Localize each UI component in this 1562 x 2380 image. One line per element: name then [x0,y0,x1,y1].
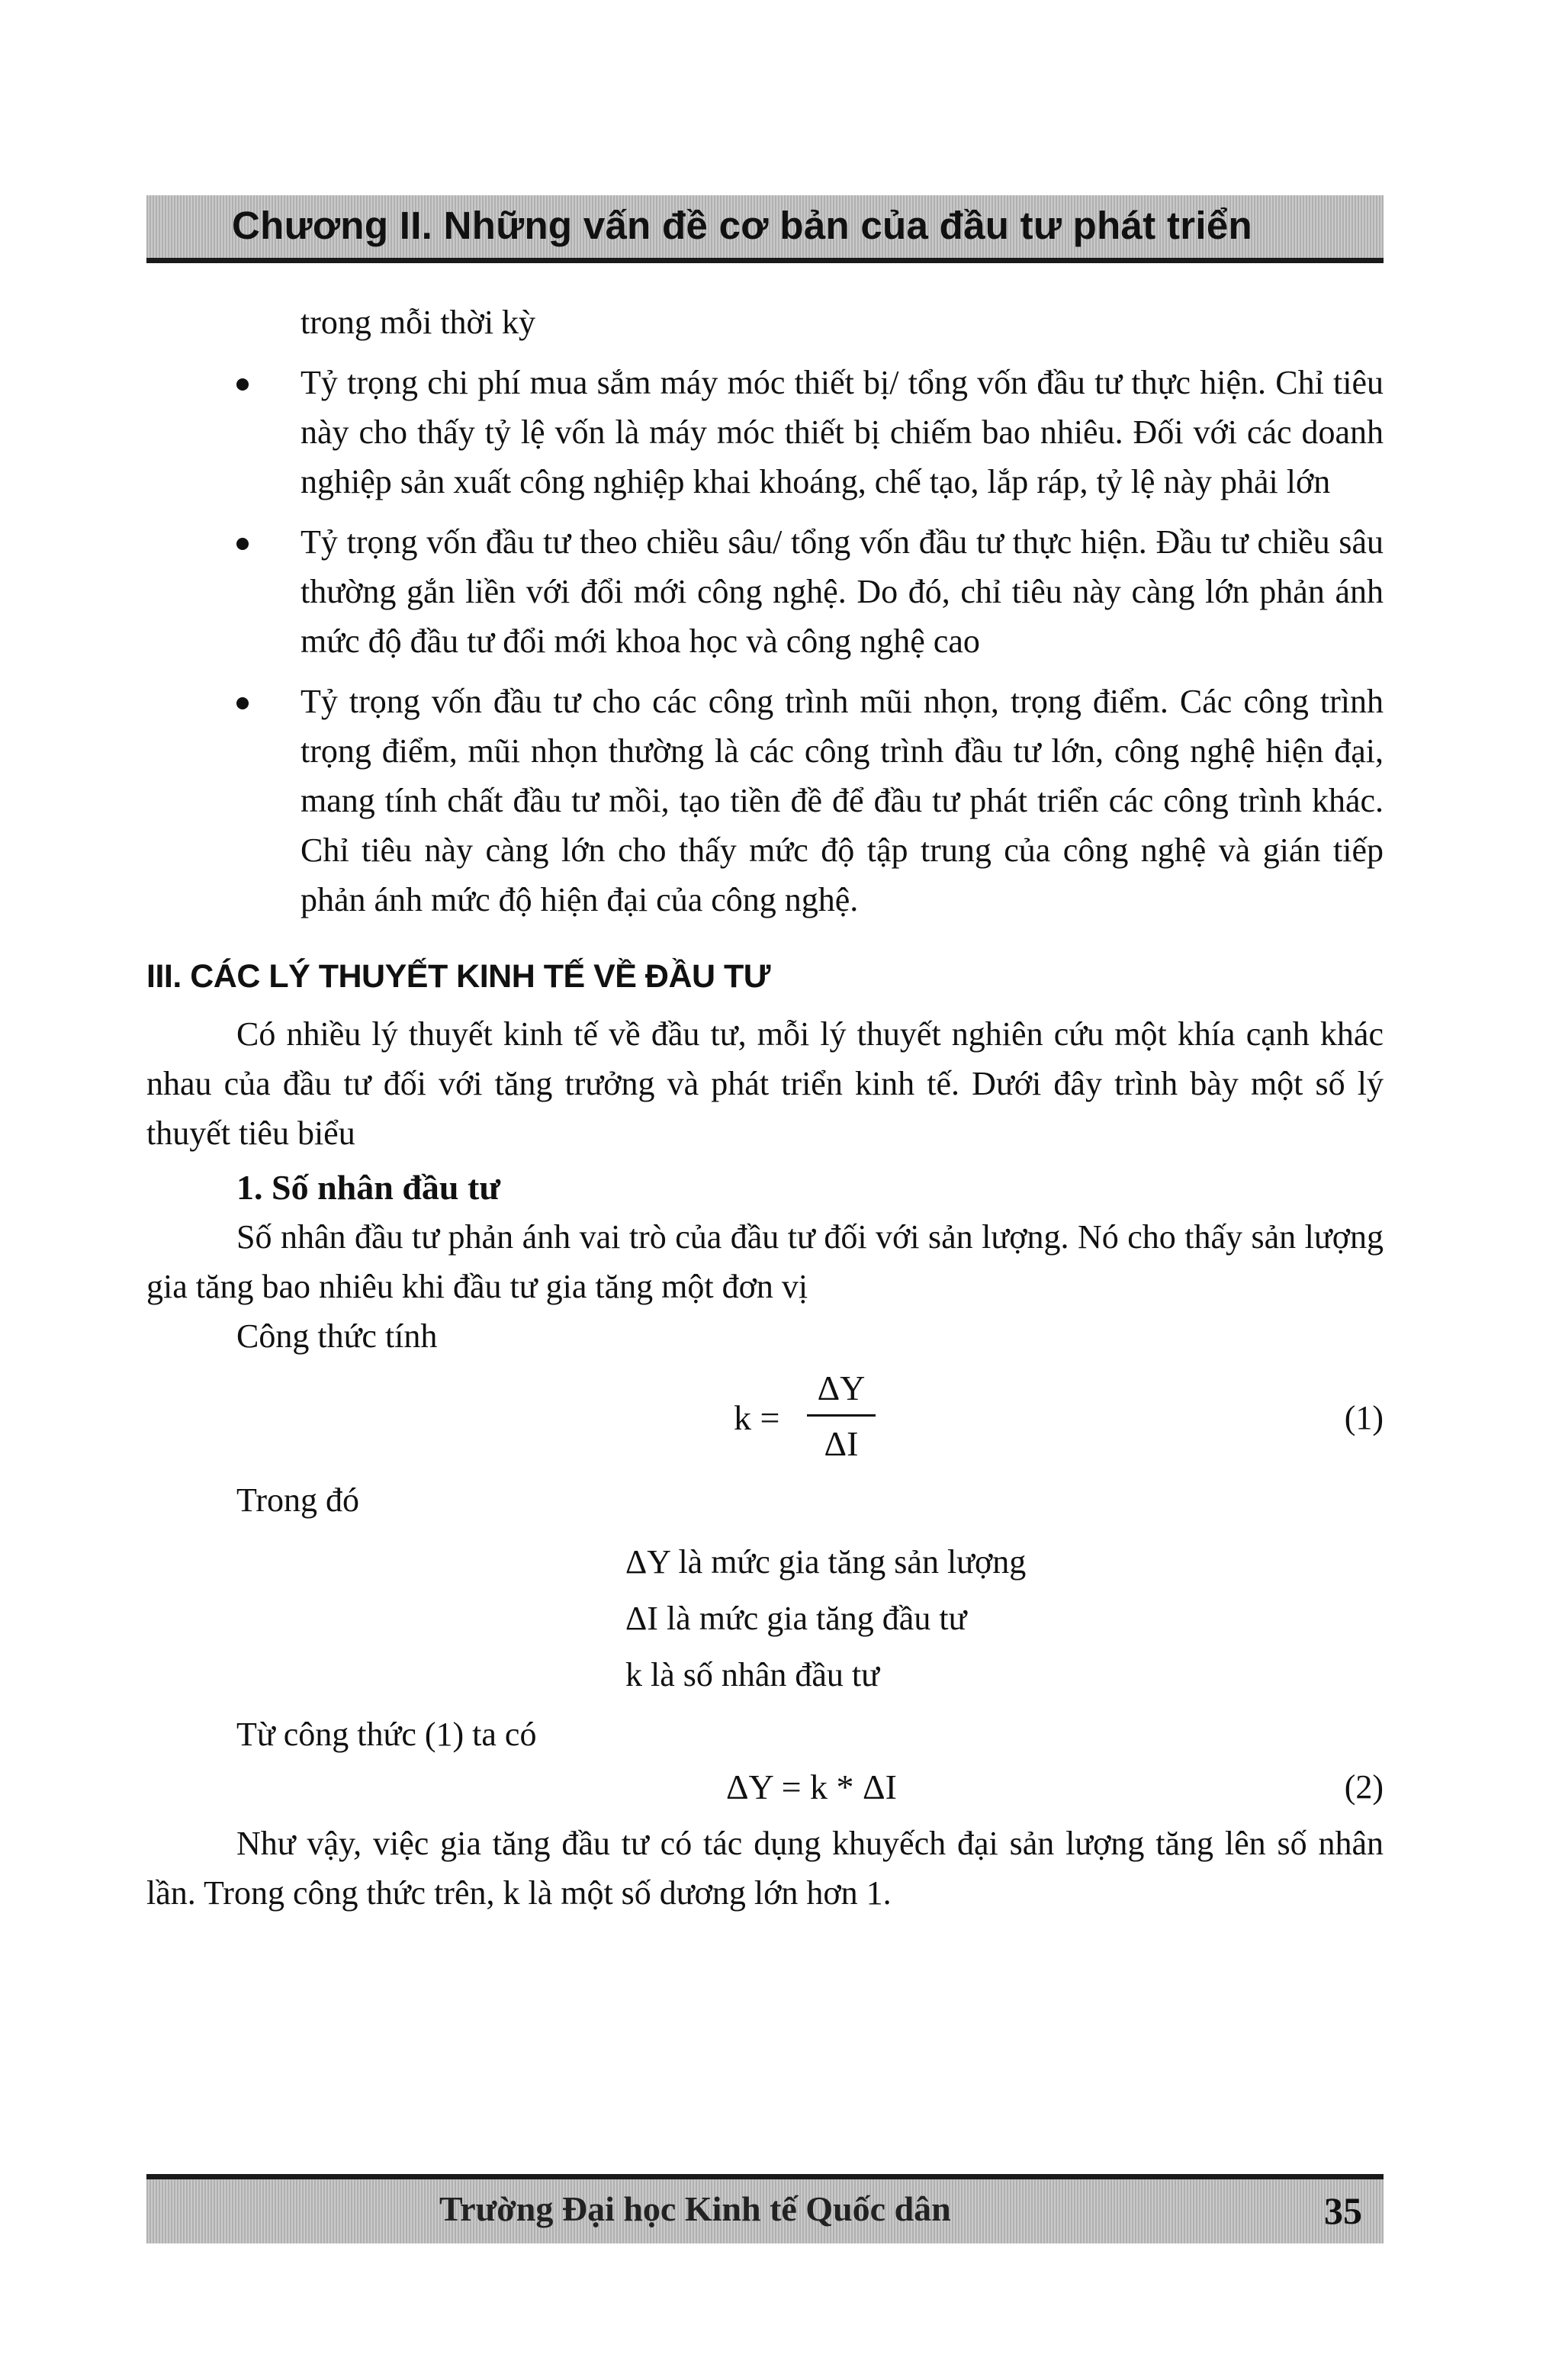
bullet-text: Tỷ trọng vốn đầu tư cho các công trình mũi nhọn, trọng điểm. Các công trình trọng điểm, mũi nhọn thường là các công trình đầu tư lớn, công nghệ hiện đại, mang tính chất đầu tư mồi, tạo tiền đề để đầu tư phát triển các công trình khác. Chỉ tiêu này càng lớn cho thấy mức độ tập trung của công nghệ và gián tiếp phản ánh mức độ hiện đại của công nghệ. [301,683,1384,918]
fraction [807,1365,876,1467]
continued-text: trong mỗi thời kỳ [301,304,536,341]
page-body [146,298,1384,1918]
fraction-denominator: ΔI [824,1424,859,1463]
formula-2 [146,1762,1384,1819]
equation-number: (1) [1344,1399,1384,1436]
bullet-item [146,677,1384,925]
definition-item: k là số nhân đầu tư [625,1656,880,1693]
university-name: Trường Đại học Kinh tế Quốc dân [439,2189,951,2228]
definition-item: ΔY là mức gia tăng sản lượng [625,1543,1027,1581]
formula-lhs: k = [734,1398,780,1437]
formula-intro: Công thức tính [236,1317,438,1355]
subsection-heading: 1. Số nhân đầu tư [236,1168,500,1207]
chapter-header-band [146,195,1384,263]
where-label: Trong đó [236,1481,359,1519]
formula-1 [146,1364,1384,1472]
multiplier-paragraph: Số nhân đầu tư phản ánh vai trò của đầu tư đối với sản lượng. Nó cho thấy sản lượng gia tăng bao nhiêu khi đầu tư gia tăng một đơn vị [146,1218,1384,1305]
footer-band [146,2174,1384,2243]
bullet-item [146,358,1384,507]
bullet-text: Tỷ trọng chi phí mua sắm máy móc thiết bị/ tổng vốn đầu tư thực hiện. Chỉ tiêu này cho thấy tỷ lệ vốn là máy móc thiết bị chiếm bao nhiêu. Đối với các doanh nghiệp sản xuất công nghiệp khai khoáng, chế tạo, lắp ráp, tỷ lệ này phải lớn [301,364,1384,500]
bullet-dot-icon [236,538,249,550]
fraction-numerator: ΔY [817,1368,866,1407]
definition-list [625,1534,1384,1703]
bullet-dot-icon [236,378,249,391]
bullet-text: Tỷ trọng vốn đầu tư theo chiều sâu/ tổng vốn đầu tư thực hiện. Đầu tư chiều sâu thường gắn liền với đổi mới công nghệ. Do đó, chỉ tiêu này càng lớn phản ánh mức độ đầu tư đổi mới khoa học và công nghệ cao [301,523,1384,660]
definition-item: ΔI là mức gia tăng đầu tư [625,1600,967,1637]
bullet-dot-icon [236,697,249,709]
indicator-bullet-list [146,358,1384,925]
from-formula-line: Từ công thức (1) ta có [236,1716,537,1753]
section-intro-paragraph: Có nhiều lý thuyết kinh tế về đầu tư, mỗi lý thuyết nghiên cứu một khía cạnh khác nhau của đầu tư đối với tăng trưởng và phát triển kinh tế. Dưới đây trình bày một số lý thuyết tiêu biểu [146,1015,1384,1152]
section-heading: III. CÁC LÝ THUYẾT KINH TẾ VỀ ĐẦU TƯ [146,958,770,995]
fraction-bar [807,1414,876,1417]
page-number: 35 [1324,2189,1362,2232]
bullet-item [146,517,1384,666]
formula-2-expression: ΔY = k * ΔI [726,1767,897,1806]
chapter-title: Chương II. Những vấn đề cơ bản của đầu tư phát triển [232,204,1252,247]
equation-number: (2) [1344,1768,1384,1806]
conclusion-paragraph: Như vậy, việc gia tăng đầu tư có tác dụng khuyếch đại sản lượng tăng lên số nhân lần. Trong công thức trên, k là một số dương lớn hơn 1. [146,1825,1384,1912]
